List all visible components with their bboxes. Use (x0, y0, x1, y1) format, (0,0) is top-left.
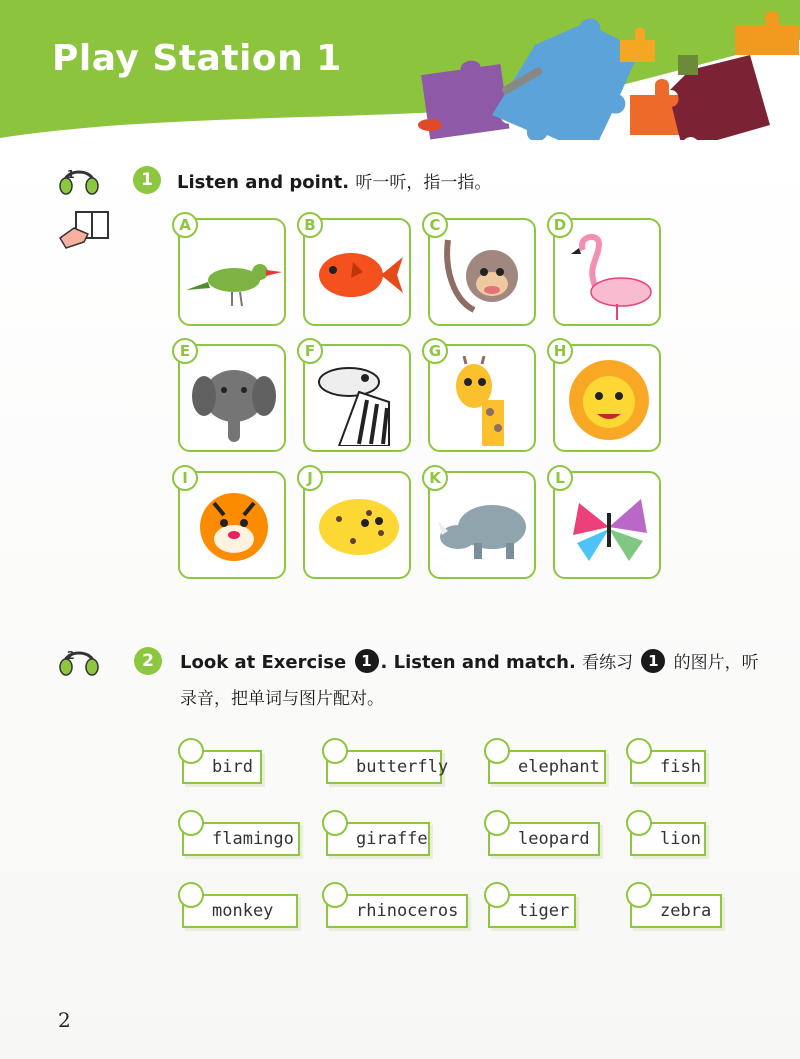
card-letter: C (422, 212, 448, 238)
card-letter: F (297, 338, 323, 364)
exercise1-instruction (177, 168, 491, 193)
answer-circle[interactable] (484, 738, 510, 764)
word-box-bird[interactable] (182, 750, 262, 784)
card-letter: I (172, 465, 198, 491)
word-label: zebra (660, 901, 712, 921)
headphones-icon[interactable] (58, 162, 100, 196)
card-letter: G (422, 338, 448, 364)
card-letter: B (297, 212, 323, 238)
word-label: lion (660, 829, 701, 849)
word-label: tiger (518, 901, 570, 921)
picture-card-d[interactable] (553, 218, 661, 326)
picture-card-l[interactable] (553, 471, 661, 579)
word-label: monkey (212, 901, 274, 921)
audio-track-number: 1 (67, 168, 75, 181)
leopard-icon (309, 483, 409, 573)
word-box-tiger[interactable] (488, 894, 576, 928)
card-letter: K (422, 465, 448, 491)
word-label: butterfly (356, 757, 449, 777)
word-box-elephant[interactable] (488, 750, 606, 784)
card-letter: L (547, 465, 573, 491)
word-box-flamingo[interactable] (182, 822, 300, 856)
word-box-zebra[interactable] (630, 894, 722, 928)
card-letter: H (547, 338, 573, 364)
word-label: fish (660, 757, 701, 777)
word-box-fish[interactable] (630, 750, 706, 784)
answer-circle[interactable] (178, 810, 204, 836)
lion-icon (559, 356, 659, 446)
elephant-icon (184, 356, 284, 446)
answer-circle[interactable] (322, 882, 348, 908)
exercise-ref-badge-cn: 1 (641, 649, 665, 673)
word-label: flamingo (212, 829, 294, 849)
word-label: bird (212, 757, 253, 777)
page-number: 2 (58, 1008, 71, 1032)
picture-card-c[interactable] (428, 218, 536, 326)
answer-circle[interactable] (322, 738, 348, 764)
word-box-monkey[interactable] (182, 894, 298, 928)
exercise2-instruction-part2: . Listen and match. (380, 652, 576, 673)
exercise-number-badge: 2 (134, 647, 162, 675)
rhinoceros-icon (434, 483, 534, 573)
butterfly-icon (559, 483, 659, 573)
picture-card-h[interactable] (553, 344, 661, 452)
giraffe-icon (434, 356, 534, 446)
flamingo-icon (559, 230, 659, 320)
exercise-number-badge: 1 (133, 166, 161, 194)
word-box-lion[interactable] (630, 822, 706, 856)
monkey-icon (434, 230, 534, 320)
picture-card-b[interactable] (303, 218, 411, 326)
word-box-butterfly[interactable] (326, 750, 449, 784)
word-label: elephant (518, 757, 600, 777)
zebra-icon (309, 356, 409, 446)
answer-circle[interactable] (626, 738, 652, 764)
picture-card-j[interactable] (303, 471, 411, 579)
exercise1-instruction-cn: 听一听，指一指。 (355, 173, 492, 193)
word-label: rhinoceros (356, 901, 459, 921)
exercise2-instruction-part1: Look at Exercise (180, 652, 347, 673)
card-letter: A (172, 212, 198, 238)
answer-circle[interactable] (322, 810, 348, 836)
exercise1-instruction-en: Listen and point. (177, 172, 350, 193)
exercise2-instruction-cn-part2: 的图片，听 (673, 653, 759, 673)
picture-card-g[interactable] (428, 344, 536, 452)
animal-picture-grid (178, 218, 668, 584)
fish-icon (309, 230, 409, 320)
word-box-leopard[interactable] (488, 822, 600, 856)
headphones-icon[interactable] (58, 643, 100, 677)
word-label: giraffe (356, 829, 428, 849)
bird-icon (184, 230, 284, 320)
card-letter: J (297, 465, 323, 491)
picture-card-f[interactable] (303, 344, 411, 452)
word-box-rhinoceros[interactable] (326, 894, 468, 928)
page-header (0, 0, 800, 140)
answer-circle[interactable] (178, 738, 204, 764)
answer-circle[interactable] (484, 810, 510, 836)
picture-card-a[interactable] (178, 218, 286, 326)
word-box-giraffe[interactable] (326, 822, 430, 856)
exercise-ref-badge: 1 (355, 649, 379, 673)
picture-card-k[interactable] (428, 471, 536, 579)
card-letter: E (172, 338, 198, 364)
point-book-icon (56, 208, 112, 250)
answer-circle[interactable] (626, 882, 652, 908)
picture-card-i[interactable] (178, 471, 286, 579)
audio-track-number: 2 (67, 649, 75, 662)
word-label: leopard (518, 829, 590, 849)
answer-circle[interactable] (626, 810, 652, 836)
page-title: Play Station 1 (52, 38, 342, 79)
answer-circle[interactable] (178, 882, 204, 908)
tiger-icon (184, 483, 284, 573)
answer-circle[interactable] (484, 882, 510, 908)
exercise2-instruction (180, 648, 759, 675)
exercise2-instruction-cn-line2: 录音，把单词与图片配对。 (180, 689, 384, 709)
card-letter: D (547, 212, 573, 238)
exercise2-instruction-cn-part1: 看练习 (582, 653, 634, 673)
picture-card-e[interactable] (178, 344, 286, 452)
